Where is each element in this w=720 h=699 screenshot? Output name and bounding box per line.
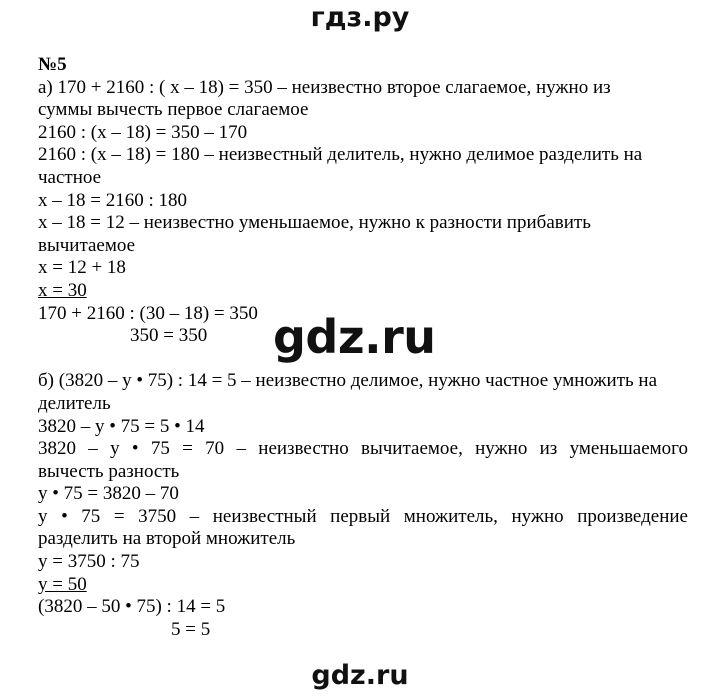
part-a-line-1: а) 170 + 2160 : ( x – 18) = 350 – неизвестно второе слагаемое, нужно из bbox=[38, 76, 611, 98]
part-a-line-9: x = 12 + 18 bbox=[38, 257, 126, 279]
part-a-line-4: 2160 : (x – 18) = 180 – неизвестный делитель, нужно делимое разделить на bbox=[38, 144, 643, 166]
part-b-line-8: разделить на второй множитель bbox=[38, 528, 296, 550]
part-b-line-2: делитель bbox=[38, 392, 111, 414]
part-b-line-4-wrap bbox=[38, 438, 688, 461]
part-b-line-9: y = 3750 : 75 bbox=[38, 551, 140, 573]
part-b-line-5: вычесть разность bbox=[38, 460, 180, 482]
part-b-line-7: y • 75 = 3750 – неизвестный первый множитель, нужно произведение bbox=[38, 505, 688, 527]
part-a-line-7: x – 18 = 12 – неизвестно уменьшаемое, нужно к разности прибавить bbox=[38, 212, 591, 234]
part-b-line-7-wrap bbox=[38, 506, 688, 529]
part-b-line-3: 3820 – y • 75 = 5 • 14 bbox=[38, 415, 205, 437]
watermark-logo: gdz.ru bbox=[273, 310, 436, 364]
site-logo-top: гдз.ру bbox=[310, 2, 410, 33]
part-b-check-1: (3820 – 50 • 75) : 14 = 5 bbox=[38, 596, 226, 618]
part-a-answer: x = 30 bbox=[38, 279, 87, 301]
part-b-check-2: 5 = 5 bbox=[171, 618, 211, 640]
task-number: №5 bbox=[38, 54, 67, 75]
part-a-line-8: вычитаемое bbox=[38, 234, 136, 256]
part-b-line-6: y • 75 = 3820 – 70 bbox=[38, 483, 179, 505]
part-b-answer: y = 50 bbox=[38, 573, 87, 595]
part-a-check-2: 350 = 350 bbox=[130, 325, 208, 347]
part-a-line-6: x – 18 = 2160 : 180 bbox=[38, 189, 187, 211]
part-a-line-5: частное bbox=[38, 166, 102, 188]
part-a-check-1: 170 + 2160 : (30 – 18) = 350 bbox=[38, 302, 258, 324]
part-b-line-1: б) (3820 – y • 75) : 14 = 5 – неизвестно делимое, нужно частное умножить на bbox=[38, 370, 658, 392]
part-a-line-2: суммы вычесть первое слагаемое bbox=[38, 99, 309, 121]
site-logo-bottom: gdz.ru bbox=[311, 660, 409, 691]
part-b-line-4: 3820 – y • 75 = 70 – неизвестно вычитаемое, нужно из уменьшаемого bbox=[38, 438, 688, 460]
part-a-line-3: 2160 : (x – 18) = 350 – 170 bbox=[38, 121, 248, 143]
